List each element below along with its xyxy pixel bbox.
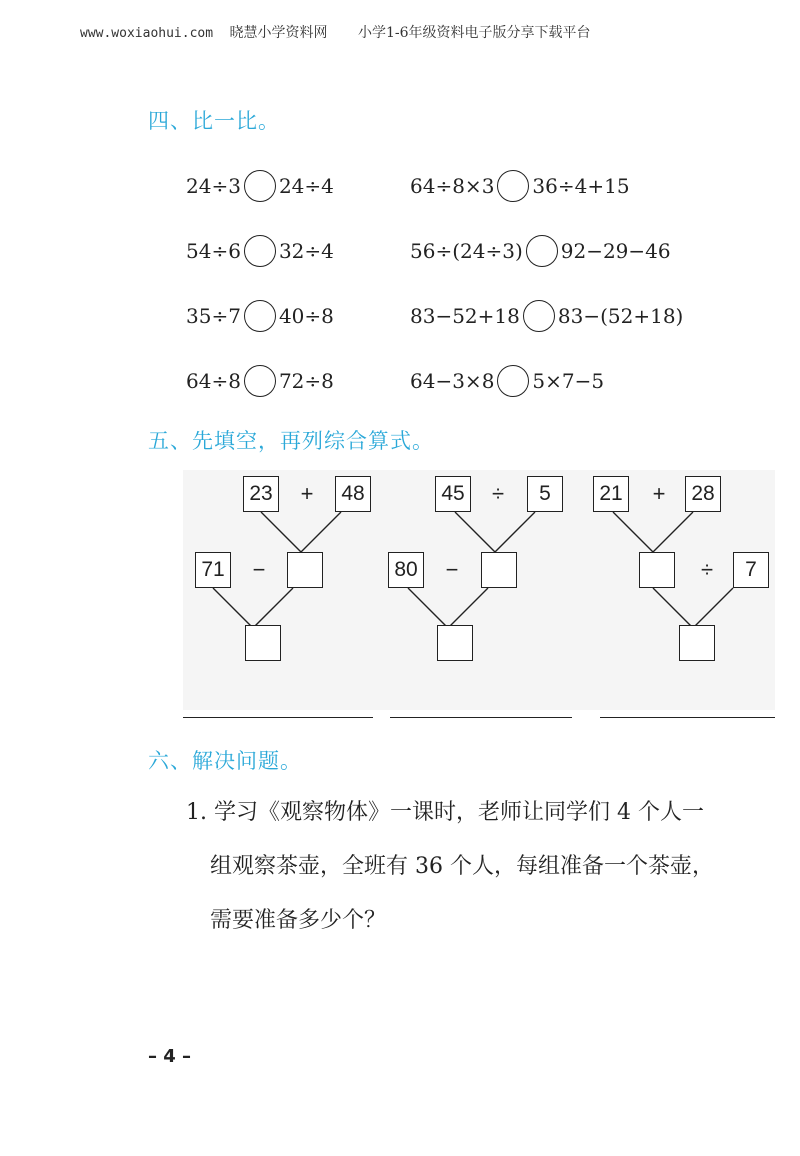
blank-answer-box[interactable] (287, 552, 323, 588)
number-box: 71 (195, 552, 231, 588)
blank-answer-box[interactable] (245, 625, 281, 661)
blank-answer-box[interactable] (437, 625, 473, 661)
section4-title: 四、比一比。 (148, 109, 280, 133)
expr-left: 56÷(24÷3) (410, 239, 523, 263)
number-box: 21 (593, 476, 629, 512)
expr-right: 92−29−46 (560, 239, 671, 263)
compare-circle[interactable] (244, 300, 276, 332)
problem-line: 1. 学习《观察物体》一课时，老师让同学们 4 个人一 (186, 800, 704, 825)
expr-right: 36÷4+15 (532, 174, 630, 198)
number-box: 5 (527, 476, 563, 512)
number-box: 28 (685, 476, 721, 512)
compare-item (186, 363, 334, 399)
blank-answer-box[interactable] (639, 552, 675, 588)
blank-answer-box[interactable] (481, 552, 517, 588)
expr-left: 64−3×8 (410, 369, 495, 393)
number-box: 80 (388, 552, 424, 588)
number-box: 45 (435, 476, 471, 512)
compare-item (410, 168, 630, 204)
expr-right: 40÷8 (278, 304, 334, 328)
page-header (80, 22, 617, 42)
expr-left: 35÷7 (186, 304, 241, 328)
operator: + (652, 481, 666, 506)
compare-circle[interactable] (526, 235, 558, 267)
expr-left: 54÷6 (186, 239, 241, 263)
connector-line (613, 512, 693, 552)
expr-left: 64÷8 (186, 369, 241, 393)
compare-item (410, 233, 671, 269)
compare-circle[interactable] (497, 170, 529, 202)
expr-right: 24÷4 (278, 174, 334, 198)
operator: − (445, 557, 459, 582)
header-tagline: 小学1-6年级资料电子版分享下载平台 (357, 25, 591, 41)
section6-title: 六、解决问题。 (148, 749, 302, 773)
page-number: – 4 – (148, 1046, 192, 1067)
connector-line (408, 588, 488, 628)
expr-right: 72÷8 (278, 369, 334, 393)
expr-right: 32÷4 (278, 239, 334, 263)
compare-circle[interactable] (244, 365, 276, 397)
compare-item (410, 298, 683, 334)
connector-line (653, 588, 733, 628)
header-site-url[interactable]: www.woxiaohui.com (80, 26, 214, 41)
expr-right: 83−(52+18) (557, 304, 684, 328)
problem-line: 需要准备多少个？ (210, 908, 387, 933)
expr-left: 83−52+18 (410, 304, 520, 328)
compare-circle[interactable] (497, 365, 529, 397)
answer-line[interactable] (183, 717, 373, 718)
expr-right: 5×7−5 (532, 369, 605, 393)
compare-item (186, 233, 334, 269)
number-box: 7 (733, 552, 769, 588)
operator: ÷ (491, 481, 505, 506)
blank-answer-box[interactable] (679, 625, 715, 661)
section5-title: 五、先填空，再列综合算式。 (148, 429, 434, 453)
answer-line[interactable] (600, 717, 775, 718)
number-box: 48 (335, 476, 371, 512)
operator: + (300, 481, 314, 506)
expr-left: 24÷3 (186, 174, 241, 198)
operator: − (252, 557, 266, 582)
header-site-name: 晓慧小学资料网 (229, 25, 328, 41)
number-box: 23 (243, 476, 279, 512)
connector-line (213, 588, 293, 628)
compare-circle[interactable] (523, 300, 555, 332)
compare-circle[interactable] (244, 235, 276, 267)
compare-circle[interactable] (244, 170, 276, 202)
connector-line (455, 512, 535, 552)
answer-line[interactable] (390, 717, 572, 718)
connector-line (261, 512, 341, 552)
word-problem (186, 786, 776, 948)
problem-line: 组观察茶壶，全班有 36 个人，每组准备一个茶壶， (210, 854, 714, 879)
expr-left: 64÷8×3 (410, 174, 495, 198)
compare-item (186, 298, 334, 334)
calculation-trees (183, 470, 775, 710)
compare-item (186, 168, 334, 204)
compare-item (410, 363, 604, 399)
operator: ÷ (700, 557, 714, 582)
